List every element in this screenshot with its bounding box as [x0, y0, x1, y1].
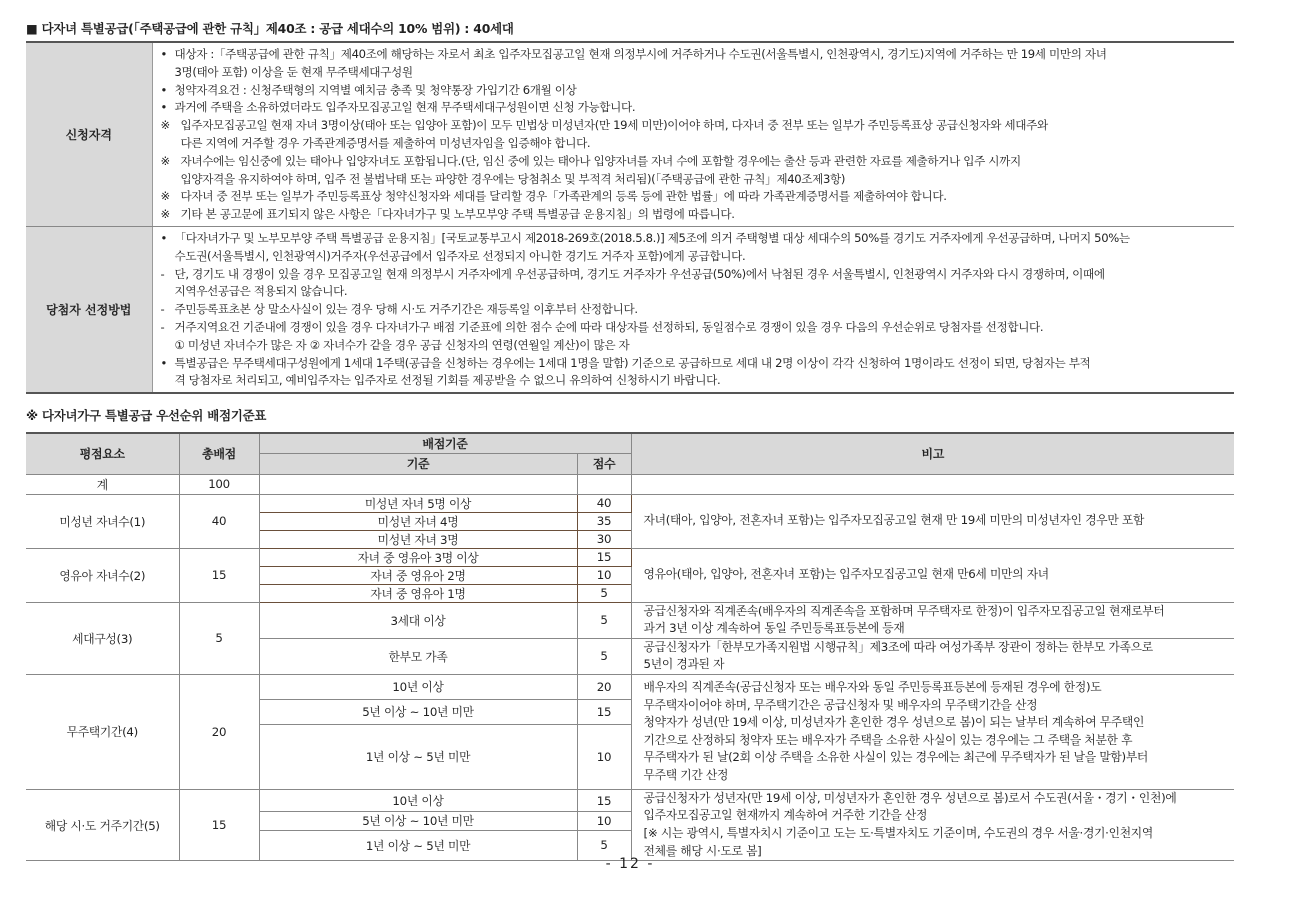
- note-line: 영유아(태아, 입양아, 전혼자녀 포함)는 입주자모집공고일 현재 만6세 미만의 자녀: [643, 567, 1049, 582]
- bullet-marker: ※: [160, 207, 170, 222]
- total-cell: 20: [179, 674, 259, 789]
- page-number: - 12 -: [605, 856, 655, 872]
- list-item-text: 단, 경기도 내 경쟁이 있을 경우 모집공고일 현재 의정부시 거주자에게 우선공급하며, 경기도 거주자가 우선공급(50%)에서 낙첨된 경우 서울특별시, 인천광역시 거주자와 다시 경쟁하며, 이때에: [174, 266, 1105, 281]
- note-line: 5년이 경과된 자: [643, 657, 725, 672]
- factor-cell: 무주택기간(4): [26, 674, 179, 789]
- header-criteria-group: 배점기준: [259, 433, 631, 453]
- note-cell: [631, 789, 1234, 860]
- note-line: 자녀(태아, 입양아, 전혼자녀 포함)는 입주자모집공고일 현재 만 19세 미만의 미성년자인 경우만 포함: [643, 513, 1145, 528]
- list-item: [161, 82, 1227, 100]
- score-cell: 35: [577, 512, 631, 530]
- criteria-cell: 3세대 이상: [259, 602, 577, 638]
- note-line: [※ 시는 광역시, 특별자치시 기준이고 도는 도·특별자치도 기준이며, 수도권의 경우 서울·경기·인천지역: [643, 826, 1153, 841]
- total-cell: 15: [179, 548, 259, 602]
- factor-cell: 영유아 자녀수(2): [26, 548, 179, 602]
- list-item-text: 특별공급은 무주택세대구성원에게 1세대 1주택(공급을 신청하는 경우에는 1세대 1명을 말함) 기준으로 공급하므로 세대 내 2명 이상이 각각 신청하여 1명이라도 선정이 되면, 당첨자는 부적: [174, 355, 1091, 370]
- score-cell: 30: [577, 530, 631, 548]
- note-line: 전체를 해당 시·도로 봄]: [643, 843, 762, 858]
- criteria-cell: 미성년 자녀 5명 이상: [259, 494, 577, 512]
- list-item-text: 거주지역요건 기준내에 경쟁이 있을 경우 다자녀가구 배점 기준표에 의한 점수 순에 따라 대상자를 선정하되, 동일점수로 경쟁이 있을 경우 다음의 우선순위로 당첨자를 선정합니다.: [174, 319, 1044, 334]
- note-cell: [631, 548, 1234, 602]
- row-label-selection-method: 당첨자 선정방법: [26, 226, 152, 393]
- note-line: 입주자모집공고일 현재까지 계속하여 거주한 기간을 산정: [643, 808, 928, 823]
- section-title-priority-table: ※ 다자녀가구 특별공급 우선순위 배점기준표: [26, 408, 267, 423]
- criteria-cell: 10년 이상: [259, 789, 577, 811]
- criteria-cell: 한부모 가족: [259, 638, 577, 674]
- list-item-text: 주민등록표초본 상 말소사실이 있는 경우 당해 시·도 거주기간은 재등록일 이후부터 산정합니다.: [174, 302, 638, 317]
- list-item: [161, 355, 1227, 373]
- criteria-cell: 10년 이상: [259, 674, 577, 699]
- note-cell: [631, 638, 1234, 674]
- criteria-cell: 미성년 자녀 4명: [259, 512, 577, 530]
- list-item: [161, 266, 1227, 284]
- list-item: [161, 153, 1227, 171]
- sum-label: 계: [26, 474, 179, 494]
- score-cell: 15: [577, 699, 631, 724]
- note-line: 배우자의 직계존속(공급신청자 또는 배우자와 동일 주민등록표등본에 등재된 경우에 한정)도: [643, 680, 1102, 695]
- table-row: [26, 674, 1234, 699]
- score-cell: 5: [577, 638, 631, 674]
- header-note: 비고: [631, 433, 1234, 474]
- note-line: 공급신청자와 직계존속(배우자의 직계존속을 포함하며 무주택자로 한정)이 입주자모집공고일 현재로부터: [643, 603, 1165, 618]
- list-item: [161, 46, 1227, 64]
- note-line: 공급신청자가「한부모가족지원법 시행규칙」제3조에 따라 여성가족부 장관이 정하는 한부모 가족으로: [643, 639, 1153, 654]
- factor-cell: 세대구성(3): [26, 602, 179, 674]
- total-cell: 5: [179, 602, 259, 674]
- bullet-marker: •: [160, 82, 167, 97]
- table-row-sum: [26, 474, 1234, 494]
- sum-total: 100: [179, 474, 259, 494]
- note-cell: [631, 602, 1234, 638]
- note-line: 과거 3년 이상 계속하여 동일 주민등록표등본에 등재: [643, 621, 905, 636]
- score-cell: 40: [577, 494, 631, 512]
- list-item-continuation: 수도권(서울특별시, 인천광역시)거주자(우선공급에서 입주자로 선정되지 아니한 경기도 거주자 포함)에게 공급합니다.: [174, 248, 746, 263]
- list-item-continuation: 격 당첨자로 처리되고, 예비입주자는 입주자로 선정될 기회를 제공받을 수 없으니 유의하여 신청하시기 바랍니다.: [174, 373, 721, 388]
- header-factor: 평점요소: [26, 433, 179, 474]
- criteria-cell: 1년 이상 ~ 5년 미만: [259, 830, 577, 861]
- priority-score-table: [26, 432, 1234, 861]
- criteria-cell: 자녀 중 영유아 2명: [259, 566, 577, 584]
- bullet-marker: ※: [160, 189, 170, 204]
- criteria-cell: 미성년 자녀 3명: [259, 530, 577, 548]
- note-line: 공급신청자가 성년자(만 19세 이상, 미성년자가 혼인한 경우 성년으로 봄)로서 수도권(서울・경기・인천)에: [643, 790, 1177, 805]
- criteria-cell: 자녀 중 영유아 1명: [259, 584, 577, 602]
- total-cell: 40: [179, 494, 259, 548]
- note-cell: [631, 494, 1234, 548]
- list-item-text: 청약자격요건 : 신청주택형의 지역별 예치금 충족 및 청약통장 가입기간 6개월 이상: [174, 82, 577, 97]
- list-item-continuation: 다른 지역에 거주할 경우 가족관계증명서를 제출하여 미성년자임을 입증해야 합니다.: [180, 135, 591, 150]
- list-item: [161, 99, 1227, 117]
- score-cell: 10: [577, 812, 631, 830]
- total-cell: 15: [179, 789, 259, 860]
- criteria-cell: 자녀 중 영유아 3명 이상: [259, 548, 577, 566]
- note-cell: [631, 674, 1234, 789]
- list-item-continuation: ① 미성년 자녀수가 많은 자 ② 자녀수가 같을 경우 공급 신청자의 연령(연월일 계산)이 많은 자: [174, 337, 630, 352]
- selection-method-content: [152, 226, 1234, 393]
- list-item-text: 대상자 :「주택공급에 관한 규칙」제40조에 해당하는 자로서 최초 입주자모집공고일 현재 의정부시에 거주하거나 수도권(서울특별시, 인천광역시, 경기도)지역에 거주하는 만 19세 미만의 자녀: [174, 47, 1107, 61]
- score-cell: 15: [577, 789, 631, 811]
- bullet-marker: •: [160, 355, 167, 370]
- score-cell: 10: [577, 566, 631, 584]
- bullet-marker: ※: [160, 118, 170, 133]
- list-item-continuation: 입양자격을 유지하여야 하며, 입주 전 불법낙태 또는 파양한 경우에는 당첨취소 및 부적격 처리됨)(「주택공급에 관한 규칙」제40조제3항): [180, 171, 845, 186]
- bullet-marker: -: [160, 319, 165, 334]
- factor-cell: 미성년 자녀수(1): [26, 494, 179, 548]
- table-row: [26, 494, 1234, 512]
- score-cell: 5: [577, 602, 631, 638]
- list-item-text: 다자녀 중 전부 또는 일부가 주민등록표상 청약신청자와 세대를 달리할 경우「가족관계의 등록 등에 관한 법률」에 따라 가족관계증명서를 제출하여야 합니다.: [180, 189, 947, 204]
- list-item: [161, 206, 1227, 224]
- criteria-cell: 5년 이상 ~ 10년 미만: [259, 812, 577, 830]
- eligibility-table: [26, 41, 1234, 394]
- list-item: [161, 117, 1227, 135]
- bullet-marker: ※: [160, 153, 170, 168]
- bullet-marker: -: [160, 302, 165, 317]
- list-item-continuation: 3명(태아 포함) 이상을 둔 현재 무주택세대구성원: [174, 64, 413, 79]
- table-row: [26, 602, 1234, 638]
- row-label-eligibility: 신청자격: [26, 42, 152, 226]
- list-item-text: 자녀수에는 임신중에 있는 태아나 입양자녀도 포함됩니다.(단, 임신 중에 있는 태아나 입양자녀를 자녀 수에 포함할 경우에는 출산 등과 관련한 자료를 제출하거나 입주 시까지: [180, 153, 1021, 168]
- bullet-marker: •: [160, 100, 167, 115]
- criteria-cell: 1년 이상 ~ 5년 미만: [259, 724, 577, 789]
- score-cell: 10: [577, 724, 631, 789]
- list-item: [161, 319, 1227, 337]
- score-cell: 5: [577, 830, 631, 861]
- header-criteria: 기준: [259, 453, 577, 474]
- list-item-text: 「다자녀가구 및 노부모부양 주택 특별공급 운용지침」[국토교통부고시 제2018-269호(2018.5.8.)] 제5조에 의거 주택형별 대상 세대수의 50%를 경기도 거주자에게 우선공급하며, 나머지 50%는: [174, 230, 1130, 245]
- list-item-text: 기타 본 공고문에 표기되지 않은 사항은「다자녀가구 및 노부모부양 주택 특별공급 운용지침」의 법령에 따릅니다.: [180, 207, 735, 222]
- score-cell: 5: [577, 584, 631, 602]
- factor-cell: 해당 시·도 거주기간(5): [26, 789, 179, 860]
- table-row: [26, 548, 1234, 566]
- note-line: 무주택자이어야 하며, 무주택기간은 공급신청자 및 배우자의 무주택기간을 산정: [643, 697, 1038, 712]
- note-line: 무주택자가 된 날(2회 이상 주택을 소유한 사실이 있는 경우에는 최근에 무주택자가 된 날을 말함)부터: [643, 750, 1149, 765]
- list-item: [161, 188, 1227, 206]
- header-score: 점수: [577, 453, 631, 474]
- table-row: [26, 789, 1234, 811]
- note-line: 청약자가 성년(만 19세 이상, 미성년자가 혼인한 경우 성년으로 봄)이 되는 날부터 계속하여 무주택인: [643, 715, 1145, 730]
- bullet-marker: •: [160, 47, 167, 61]
- header-total: 총배점: [179, 433, 259, 474]
- note-line: 기간으로 산정하되 청약자 또는 배우자가 주택을 소유한 사실이 있는 경우에는 그 주택을 처분한 후: [643, 732, 1133, 747]
- score-cell: 15: [577, 548, 631, 566]
- list-item-text: 과거에 주택을 소유하였더라도 입주자모집공고일 현재 무주택세대구성원이면 신청 가능합니다.: [174, 100, 636, 115]
- criteria-cell: 5년 이상 ~ 10년 미만: [259, 699, 577, 724]
- section-title-multi-child: ■ 다자녀 특별공급(「주택공급에 관한 규칙」제40조 : 공급 세대수의 10% 범위) : 40세대: [26, 21, 514, 36]
- eligibility-content: [152, 42, 1234, 226]
- list-item: [161, 301, 1227, 319]
- list-item: [161, 230, 1227, 248]
- list-item-text: 입주자모집공고일 현재 자녀 3명이상(태아 또는 입양아 포함)이 모두 민법상 미성년자(만 19세 미만)이어야 하며, 다자녀 중 전부 또는 일부가 주민등록표상 공급신청자와 세대주와: [180, 118, 1048, 133]
- score-cell: 20: [577, 674, 631, 699]
- bullet-marker: •: [160, 230, 167, 245]
- bullet-marker: -: [160, 266, 165, 281]
- note-line: 무주택 기간 산정: [643, 768, 729, 783]
- list-item-continuation: 지역우선공급은 적용되지 않습니다.: [174, 284, 348, 299]
